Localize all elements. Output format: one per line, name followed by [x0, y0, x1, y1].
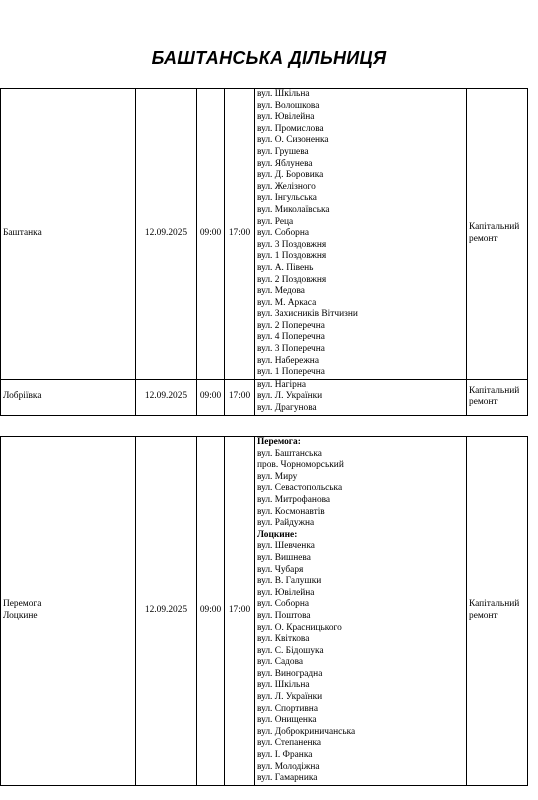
date-cell: 12.09.2025	[136, 379, 197, 415]
street-item: вул. Миколаївська	[257, 204, 330, 215]
street-item: вул. О. Сизоненка	[257, 135, 329, 146]
street-item: вул. Желізного	[257, 181, 316, 192]
street-item: вул. Реца	[257, 216, 294, 227]
date-cell: 12.09.2025	[136, 437, 197, 786]
street-item: вул. Промислова	[257, 123, 324, 134]
reason-cell: Капітальний ремонт	[467, 437, 528, 786]
street-item: вул. В. Галушки	[257, 576, 322, 587]
location-cell: Лобріївка	[1, 379, 136, 415]
street-item: вул. Грушева	[257, 146, 309, 157]
location-cell: Перемога Лоцкине	[1, 437, 136, 786]
street-item: вул. Виноградна	[257, 668, 323, 679]
start-time-cell: 09:00	[197, 89, 225, 380]
page-title: БАШТАНСЬКА ДІЛЬНИЦЯ	[151, 48, 387, 68]
schedule-table-1	[0, 88, 528, 416]
street-item: вул. Степаненка	[257, 738, 322, 749]
street-item: вул. Миру	[257, 471, 298, 482]
street-item: вул. Садова	[257, 657, 304, 668]
street-item: вул. 3 Поздовжня	[257, 239, 327, 250]
street-item: пров. Чорноморський	[257, 460, 344, 471]
street-item: вул. Драгунова	[257, 403, 317, 414]
streets-cell	[255, 89, 467, 380]
street-item: вул. Ювілейна	[257, 587, 315, 598]
schedule-table-2	[0, 436, 528, 786]
location-cell: Баштанка	[1, 89, 136, 380]
street-item: вул. 2 Поздовжня	[257, 274, 327, 285]
street-item: вул. А. Півень	[257, 262, 314, 273]
street-item: вул. Інгульська	[257, 193, 317, 204]
street-item: вул. Чубаря	[257, 564, 304, 575]
streets-cell	[255, 379, 467, 415]
street-item: вул. Л. Українки	[257, 692, 323, 703]
street-item: вул. Севастопольська	[257, 483, 343, 494]
street-item: вул. Соборна	[257, 599, 310, 610]
table-row	[1, 437, 528, 786]
street-item: вул. Соборна	[257, 228, 310, 239]
street-item: вул. Онищенка	[257, 715, 317, 726]
streets-cell	[255, 437, 467, 786]
street-item: вул. 1 Поздовжня	[257, 251, 327, 262]
street-item: вул. Захисників Вітчизни	[257, 309, 358, 320]
street-item: вул. Л. Українки	[257, 391, 323, 402]
street-item: вул. 3 Поперечна	[257, 344, 325, 355]
street-item: вул. 1 Поперечна	[257, 367, 325, 378]
street-item: вул. Доброкриничанська	[257, 726, 356, 737]
street-item: вул. Вишнева	[257, 552, 311, 563]
street-item: вул. Баштанська	[257, 448, 322, 459]
street-item: вул. Набережна	[257, 355, 319, 366]
village-group-heading: Перемога:	[257, 437, 301, 447]
street-item: вул. Молодіжна	[257, 761, 320, 772]
start-time-cell: 09:00	[197, 379, 225, 415]
street-item: вул. Райдужна	[257, 518, 315, 529]
reason-cell: Капітальний ремонт	[467, 379, 528, 415]
street-item: вул. С. Бідошука	[257, 645, 324, 656]
street-item: вул. 4 Поперечна	[257, 332, 325, 343]
street-item: вул. Поштова	[257, 610, 311, 621]
street-item: вул. Медова	[257, 286, 305, 297]
village-group-heading: Лоцкине:	[257, 529, 298, 540]
street-item: вул. Квіткова	[257, 634, 310, 645]
street-item: вул. Ювілейна	[257, 112, 315, 123]
street-item: вул. Космонавтів	[257, 506, 325, 517]
end-time-cell: 17:00	[225, 437, 255, 786]
table-row	[1, 89, 528, 380]
street-item: вул. Митрофанова	[257, 494, 331, 505]
street-item: вул. І. Франка	[257, 750, 313, 761]
end-time-cell: 17:00	[225, 379, 255, 415]
street-item: вул. Шкільна	[257, 89, 310, 99]
street-item: вул. Яблунева	[257, 158, 313, 169]
street-item: вул. Спортивна	[257, 703, 318, 714]
street-item: вул. М. Аркаса	[257, 297, 317, 308]
end-time-cell: 17:00	[225, 89, 255, 380]
street-item: вул. Волошкова	[257, 100, 320, 111]
street-item: вул. Шевченка	[257, 541, 315, 552]
reason-cell: Капітальний ремонт	[467, 89, 528, 380]
start-time-cell: 09:00	[197, 437, 225, 786]
date-cell: 12.09.2025	[136, 89, 197, 380]
street-item: вул. 2 Поперечна	[257, 320, 325, 331]
street-item: вул. Нагірна	[257, 379, 306, 390]
street-item: вул. Гамарника	[257, 773, 318, 784]
street-item: вул. О. Красницького	[257, 622, 342, 633]
street-item: вул. Шкільна	[257, 680, 310, 691]
street-item: вул. Д. Боровика	[257, 170, 324, 181]
table-row	[1, 379, 528, 415]
